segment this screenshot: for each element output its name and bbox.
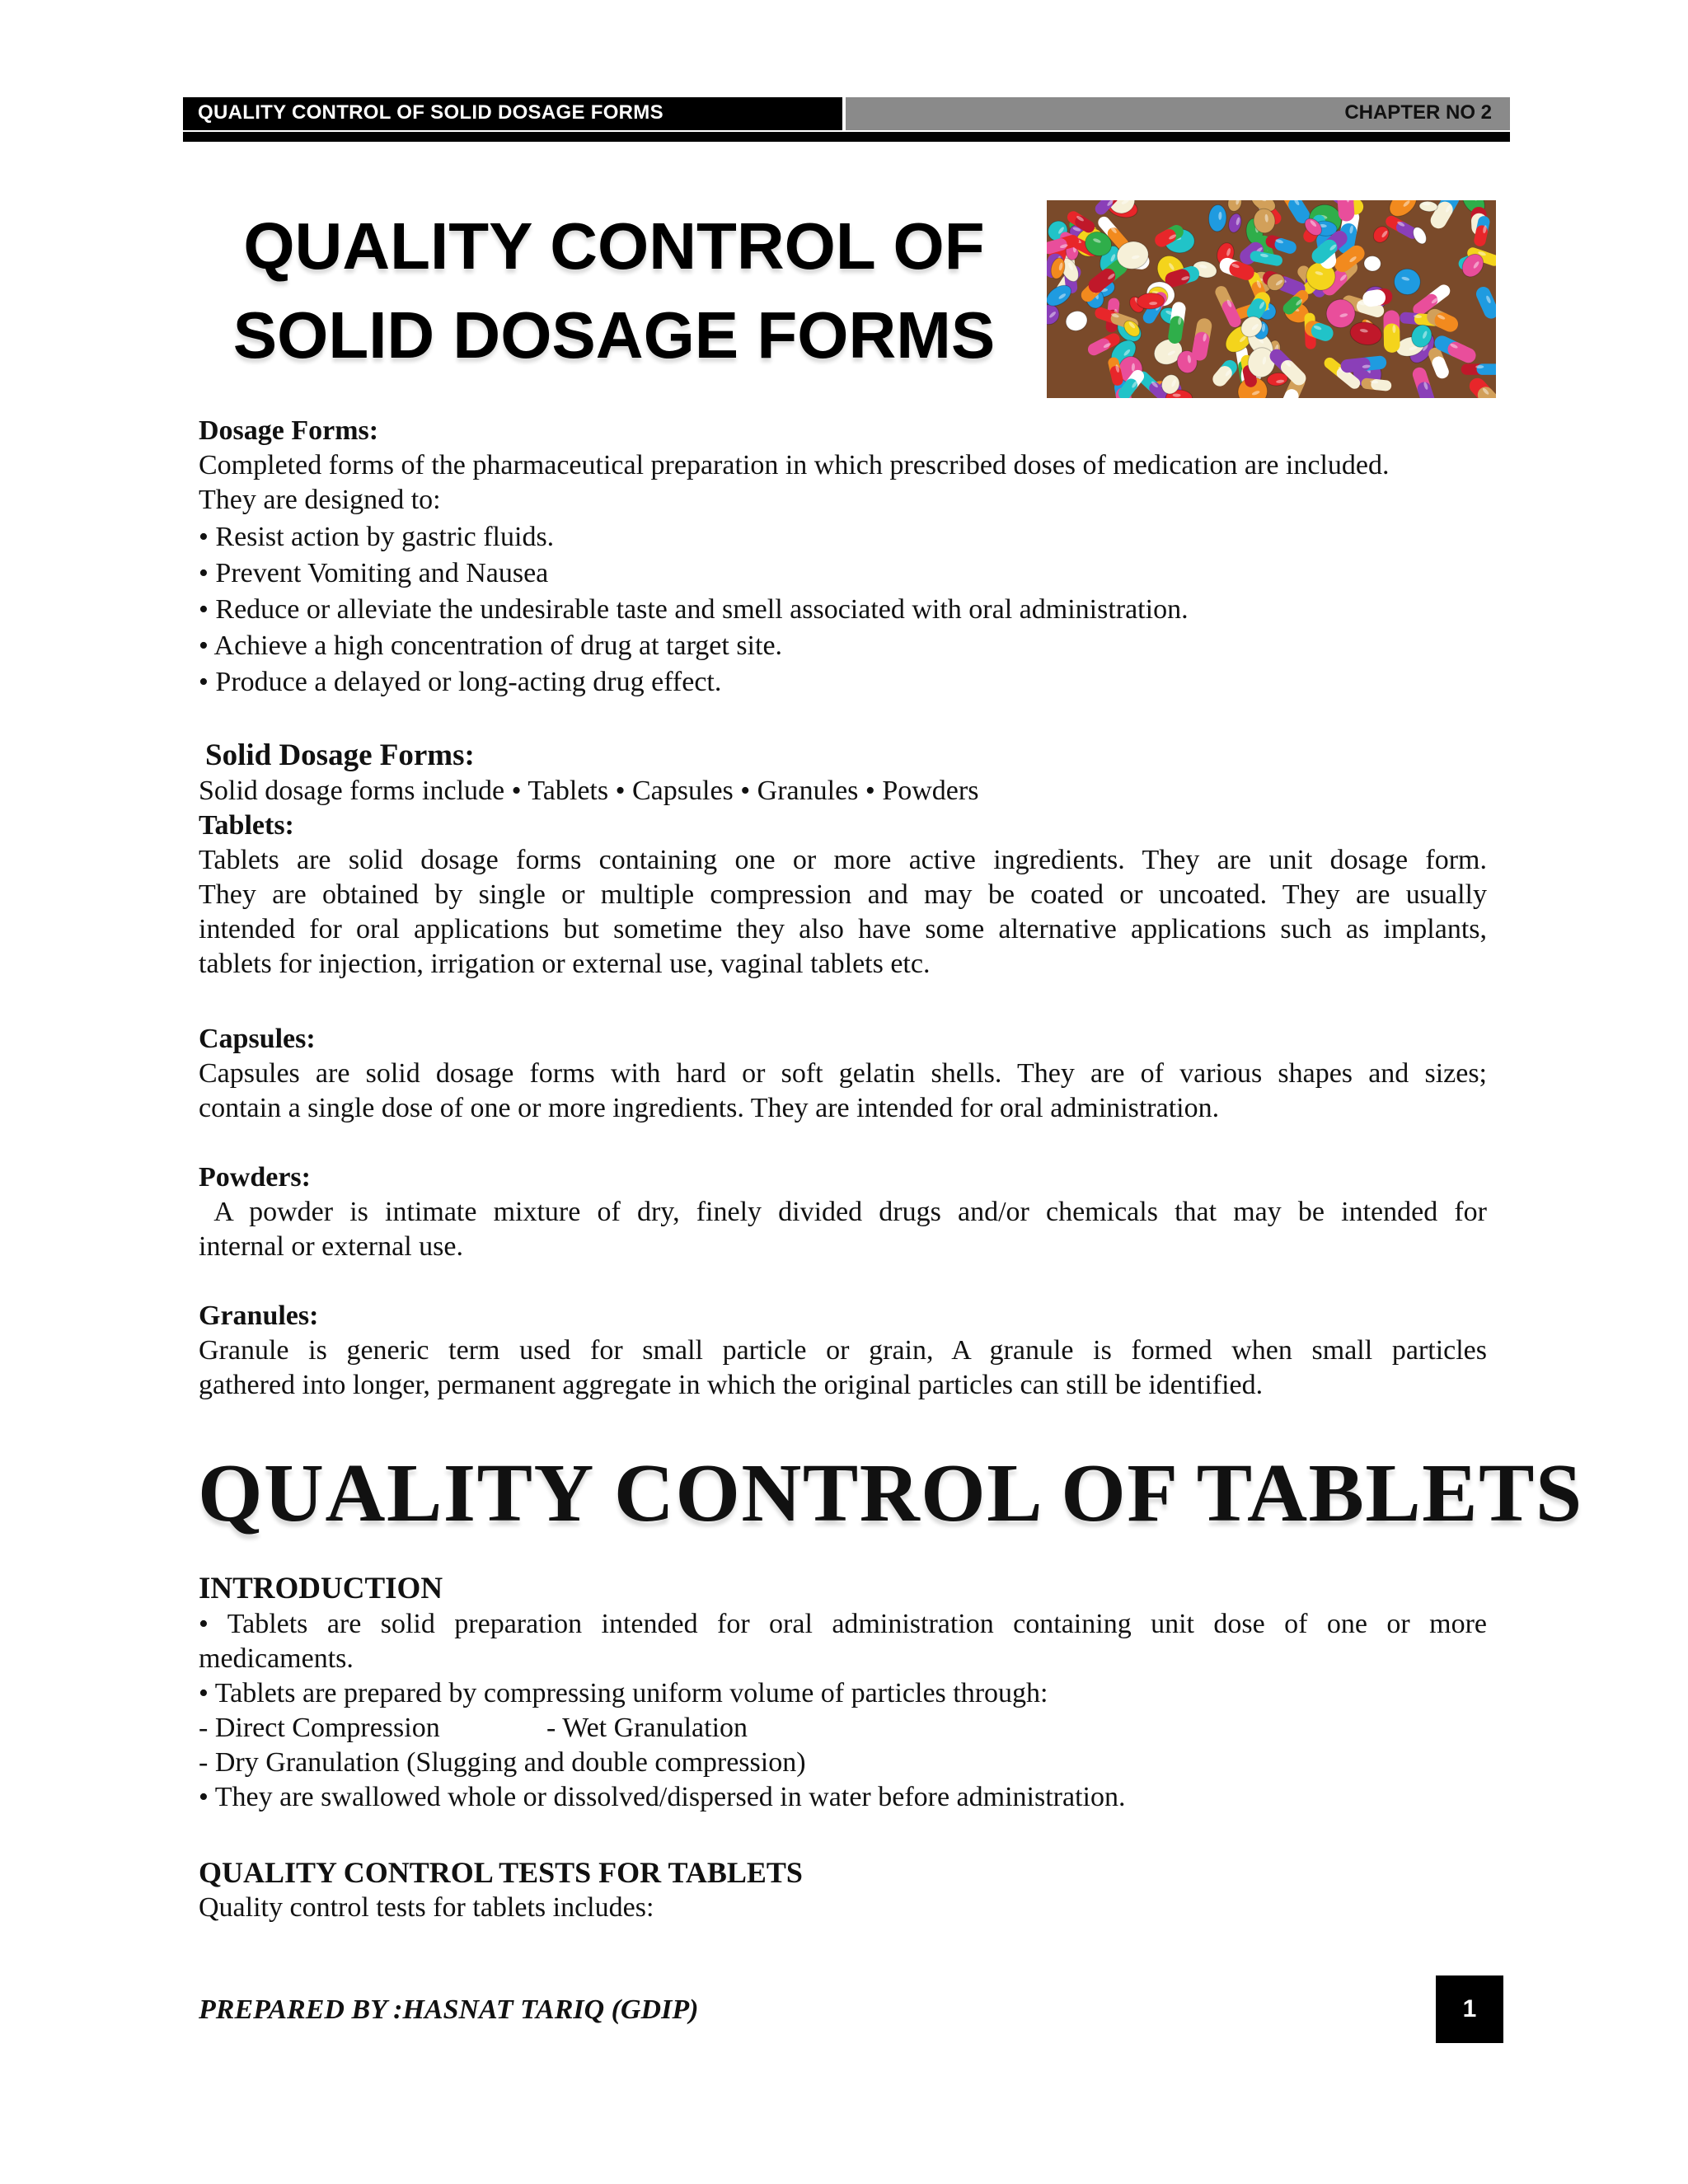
method-row	[199, 1711, 1487, 1746]
header-underline	[183, 132, 1510, 142]
paragraph-line: tablets for injection, irrigation or external use, vaginal tablets etc.	[199, 949, 931, 979]
qc-tests-section	[199, 1854, 1487, 1925]
method-dry-granulation: - Dry Granulation (Slugging and double compression)	[199, 1747, 806, 1778]
powders-heading: Powders:	[199, 1162, 311, 1193]
section-title: QUALITY CONTROL OF TABLETS	[198, 1446, 1583, 1539]
list-item: • They are swallowed whole or dissolved/dispersed in water before administration.	[199, 1782, 1126, 1812]
paragraph-line: They are obtained by single or multiple compression and may be coated or uncoated. They are usually	[199, 879, 1487, 910]
method-direct-compression: - Direct Compression	[199, 1713, 440, 1743]
pill-shape	[1461, 363, 1496, 374]
solid-dosage-forms-section	[199, 738, 1487, 982]
list-item: • Resist action by gastric fluids.	[199, 522, 555, 552]
capsules-heading: Capsules:	[199, 1024, 316, 1054]
qc-tests-text: Quality control tests for tablets includes:	[199, 1892, 654, 1923]
introduction-heading: INTRODUCTION	[199, 1572, 443, 1605]
header-right-bar	[846, 97, 1510, 130]
capsules-section	[199, 1022, 1487, 1126]
dosage-forms-section	[199, 414, 1487, 701]
paragraph-line: internal or external use.	[199, 1231, 463, 1262]
pills-image	[1047, 200, 1496, 398]
granules-heading: Granules:	[199, 1301, 319, 1331]
header-chapter-text: CHAPTER NO 2	[1344, 101, 1492, 124]
list-item: • Prevent Vomiting and Nausea	[199, 558, 549, 588]
tablets-heading: Tablets:	[199, 810, 294, 841]
granules-section	[199, 1299, 1487, 1403]
dosage-forms-intro-line: Completed forms of the pharmaceutical preparation in which prescribed doses of medication are included.	[199, 450, 1390, 480]
page-header	[183, 97, 1510, 130]
list-item: • Tablets are prepared by compressing uniform volume of particles through:	[199, 1678, 1048, 1708]
solid-dosage-forms-heading: Solid Dosage Forms:	[205, 738, 475, 772]
paragraph-line: intended for oral applications but sometime they also have some alternative applications such as implants,	[199, 914, 1487, 944]
pills-image-art	[1047, 200, 1496, 398]
paragraph-line: Granule is generic term used for small particle or grain, A granule is formed when small particles	[199, 1335, 1487, 1366]
paragraph-line: Tablets are solid dosage forms containing one or more active ingredients. They are unit dosage form.	[199, 845, 1487, 875]
dosage-forms-heading: Dosage Forms:	[199, 415, 379, 446]
page-title	[210, 202, 1018, 380]
solid-dosage-forms-text: Solid dosage forms include • Tablets • Capsules • Granules • Powders	[199, 776, 979, 806]
list-item: • Tablets are solid preparation intended for oral administration containing unit dose of one or more	[199, 1609, 1487, 1639]
title-line-2: SOLID DOSAGE FORMS	[232, 298, 996, 372]
list-item: • Reduce or alleviate the undesirable taste and smell associated with oral administration.	[199, 594, 1189, 625]
dosage-forms-intro-line: They are designed to:	[199, 485, 441, 515]
header-left-text: QUALITY CONTROL OF SOLID DOSAGE FORMS	[198, 101, 663, 124]
list-item: • Achieve a high concentration of drug at target site.	[199, 630, 783, 661]
list-item-continuation: medicaments.	[199, 1643, 354, 1674]
page-number: 1	[1436, 1975, 1503, 2043]
powders-section	[199, 1160, 1487, 1264]
qc-tests-heading: QUALITY CONTROL TESTS FOR TABLETS	[199, 1856, 803, 1889]
header-left-bar	[183, 97, 842, 130]
method-wet-granulation: - Wet Granulation	[546, 1713, 748, 1743]
paragraph-line: Capsules are solid dosage forms with hard or soft gelatin shells. They are of various shapes and sizes;	[199, 1058, 1487, 1089]
paragraph-line: gathered into longer, permanent aggregate in which the original particles can still be identified.	[199, 1370, 1264, 1400]
title-line-1: QUALITY CONTROL OF	[243, 209, 985, 283]
paragraph-line: A powder is intimate mixture of dry, finely divided drugs and/or chemicals that may be intended for	[199, 1197, 1487, 1227]
list-item: • Produce a delayed or long-acting drug effect.	[199, 667, 722, 697]
pill-shape	[1383, 310, 1400, 353]
introduction-section	[199, 1571, 1487, 1815]
footer-prepared-by: PREPARED BY :HASNAT TARIQ (GDIP)	[199, 1994, 699, 2025]
tablets-paragraph	[199, 843, 1487, 982]
paragraph-line: contain a single dose of one or more ingredients. They are intended for oral administration.	[199, 1093, 1220, 1123]
